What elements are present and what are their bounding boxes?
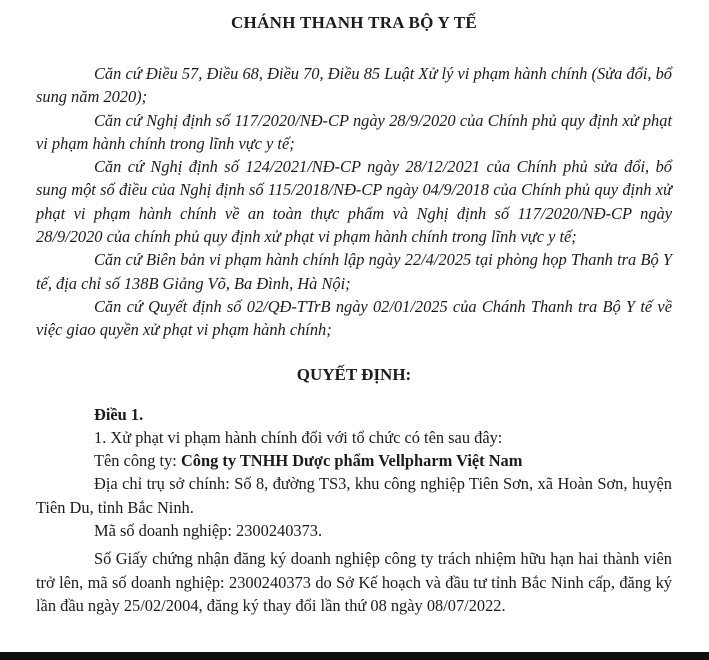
clause-1-line: 1. Xử phạt vi phạm hành chính đối với tổ chức có tên sau đây: (94, 427, 503, 447)
preamble-paragraph-1: Căn cứ Điều 57, Điều 68, Điều 70, Điều 85 Luật Xử lý vi phạm hành chính (Sửa đổi, bổ sung năm 2020); (36, 64, 672, 107)
company-name-value: Công ty TNHH Dược phẩm Vellpharm Việt Nam (180, 451, 523, 471)
registration-line: Số Giấy chứng nhận đăng ký doanh nghiệp công ty trách nhiệm hữu hạn hai thành viên trở lên, mã số doanh nghiệp: 2300240373 do Sở Kế hoạch và đầu tư tỉnh Bắc Ninh cấp, đăng ký lần đầu ngày 25/02/2004, đăng ký thay đổi lần thứ 08 ngày 08/07/2022. (36, 549, 672, 615)
decision-heading: QUYẾT ĐỊNH: (296, 364, 412, 384)
company-name-label: Tên công ty: (94, 451, 181, 471)
preamble-paragraph-4: Căn cứ Biên bản vi phạm hành chính lập ngày 22/4/2025 tại phòng họp Thanh tra Bộ Y tế, địa chỉ số 138B Giảng Võ, Ba Đình, Hà Nội; (36, 250, 672, 293)
preamble-paragraph-5: Căn cứ Quyết định số 02/QĐ-TTrB ngày 02/01/2025 của Chánh Thanh tra Bộ Y tế về việc giao quyền xử phạt vi phạm hành chính; (36, 296, 672, 340)
preamble-paragraph-3: Căn cứ Nghị định số 124/2021/NĐ-CP ngày 28/12/2021 của Chính phủ sửa đổi, bổ sung một số điều của Nghị định số 115/2018/NĐ-CP ngày 04/9/2018 của Chính phủ quy định xử phạt vi phạm hành chính về an toàn thực phẩm và Nghị định số 117/2020/NĐ-CP ngày 28/9/2020 của chính phủ quy định xử phạt vi phạm hành chính trong lĩnh vực y tế; (36, 157, 672, 247)
company-name-line (36, 449, 672, 472)
article-1-heading: Điều 1. (94, 404, 144, 424)
address-line: Địa chỉ trụ sở chính: Số 8, đường TS3, khu công nghiệp Tiên Sơn, xã Hoàn Sơn, huyện Tiên Du, tỉnh Bắc Ninh. (36, 474, 672, 517)
bottom-divider-bar (0, 652, 709, 660)
preamble-section (36, 62, 672, 342)
preamble-paragraph-2: Căn cứ Nghị định số 117/2020/NĐ-CP ngày 28/9/2020 của Chính phủ quy định xử phạt vi phạm hành chính trong lĩnh vực y tế; (36, 110, 672, 153)
business-id-line: Mã số doanh nghiệp: 2300240373. (94, 521, 323, 541)
article-1-section (36, 403, 672, 618)
document-title: CHÁNH THANH TRA BỘ Y TẾ (230, 13, 478, 32)
